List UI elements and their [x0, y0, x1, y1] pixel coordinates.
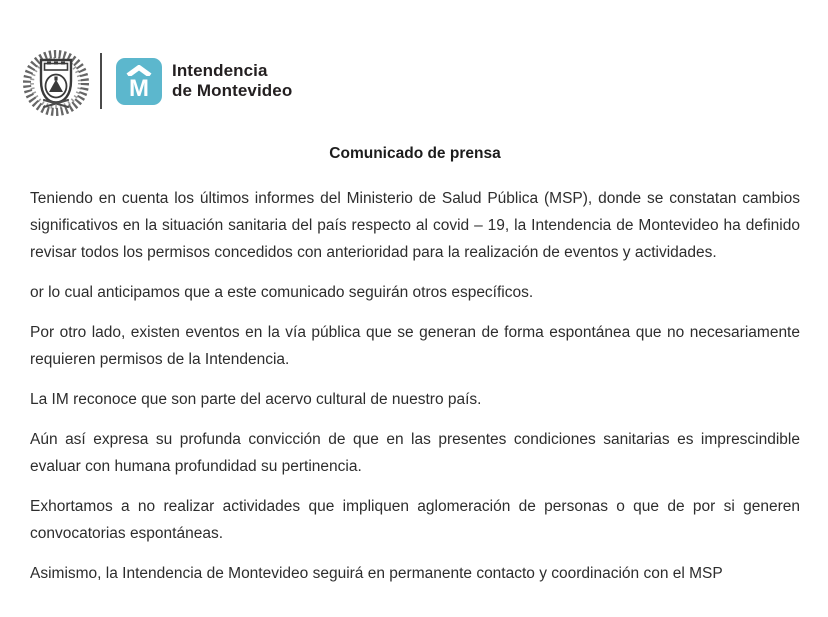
- paragraph: La IM reconoce que son parte del acervo cultural de nuestro país.: [30, 391, 482, 408]
- document-body: [30, 145, 800, 600]
- paragraph: Exhortamos a no realizar actividades que impliquen aglomeración de personas o que de por si generen convocatorias espontáneas.: [30, 498, 800, 542]
- paragraph: Asimismo, la Intendencia de Montevideo seguirá en permanente contacto y coordinación con el MSP: [30, 565, 723, 582]
- header-divider: [100, 53, 102, 109]
- brand-name-line2: de Montevideo: [172, 81, 293, 100]
- caret-roof-icon: [126, 65, 152, 76]
- m-monogram-icon: [116, 58, 162, 105]
- brand-name-line1: Intendencia: [172, 61, 268, 80]
- document-title: Comunicado de prensa: [329, 145, 501, 162]
- brand-name: [172, 61, 292, 101]
- monogram-letter: M: [129, 74, 149, 102]
- paragraph: or lo cual anticipamos que a este comunicado seguirán otros específicos.: [30, 284, 534, 301]
- header: [20, 45, 292, 117]
- paragraph: Aún así expresa su profunda convicción de que en las presentes condiciones sanitarias es imprescindible evaluar con humana profundidad su pertinencia.: [30, 431, 800, 475]
- paragraph: Teniendo en cuenta los últimos informes del Ministerio de Salud Pública (MSP), donde se constatan cambios significativos en la situación sanitaria del país respecto al covid – 19, la Intendencia de Montevideo ha definido revisar todos los permisos concedidos con anterioridad para la realización de eventos y actividades.: [30, 190, 800, 261]
- coat-of-arms-icon: [20, 45, 92, 117]
- paragraph: Por otro lado, existen eventos en la vía pública que se generan de forma espontánea que no necesariamente requieren permisos de la Intendencia.: [30, 324, 800, 368]
